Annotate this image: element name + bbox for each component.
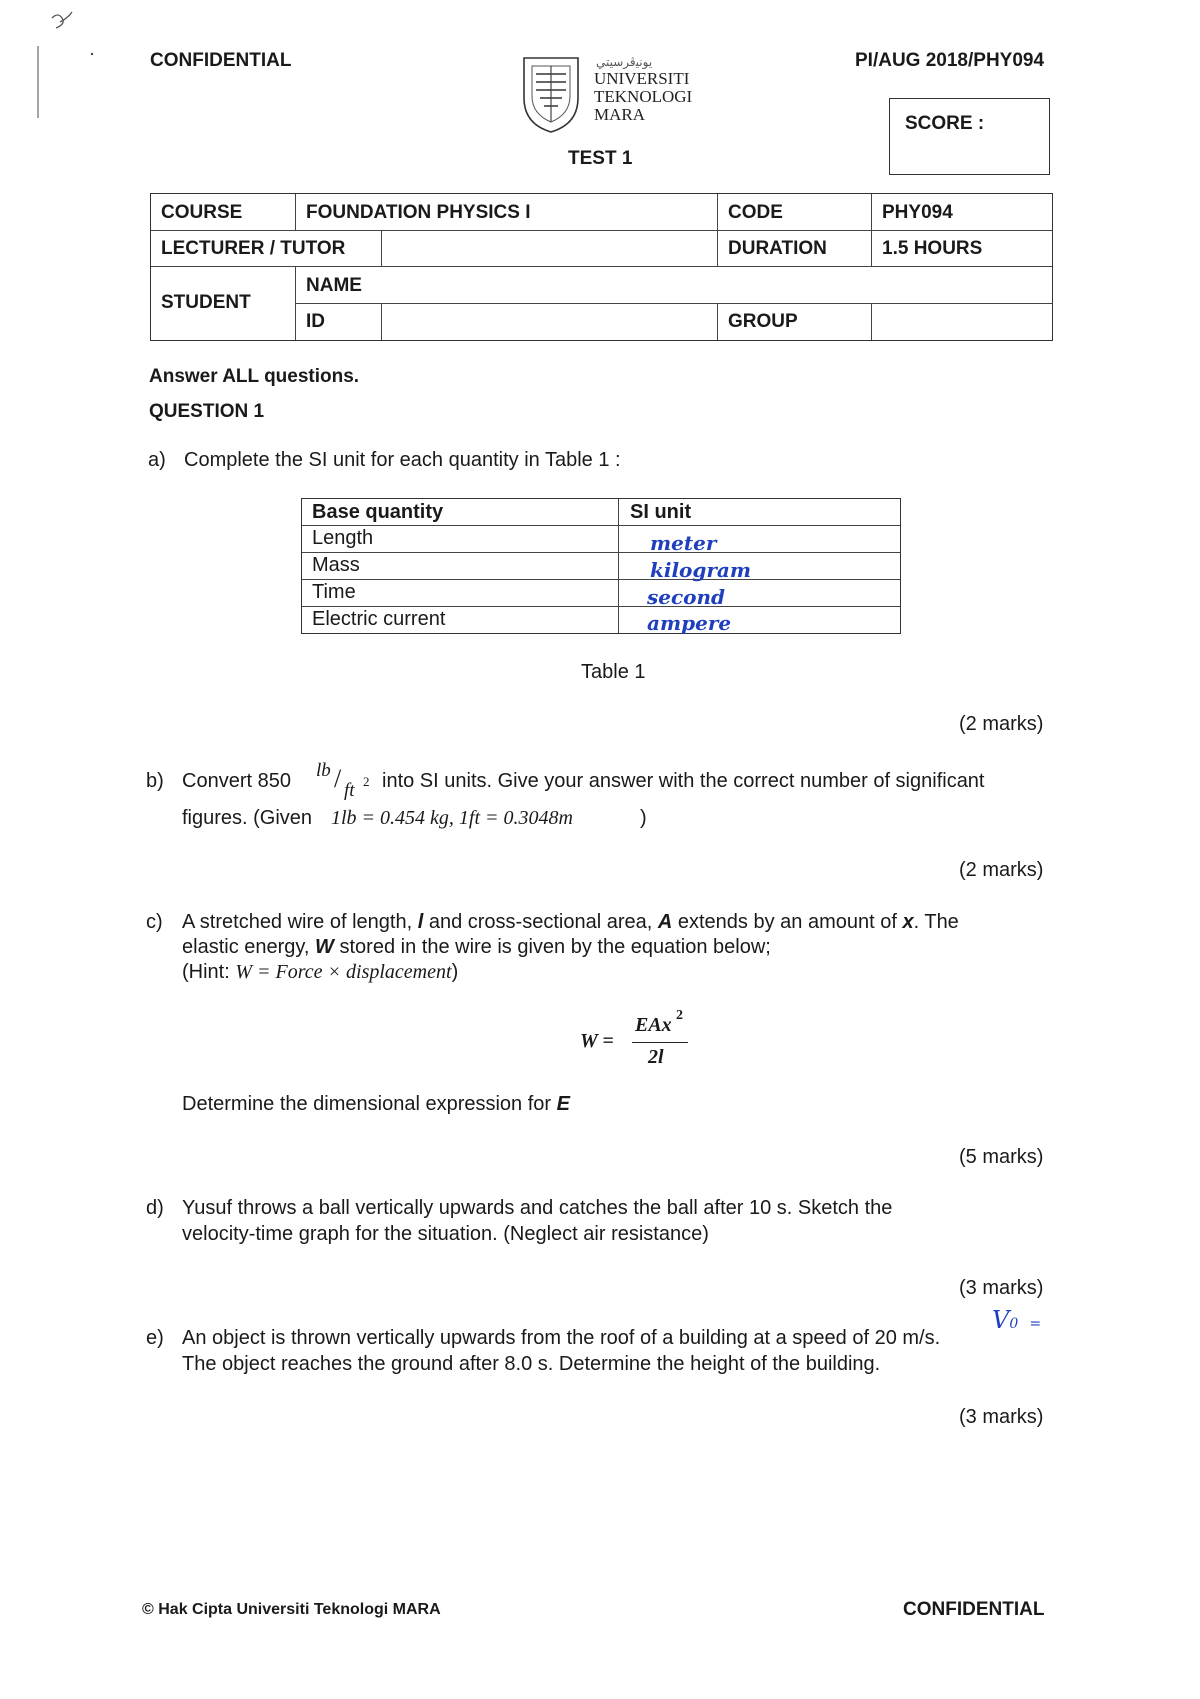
scan-marks [30,8,100,118]
id-label: ID [306,311,325,332]
part-d-line1: Yusuf throws a ball vertically upwards and catches the ball after 10 s. Sketch the [182,1197,893,1219]
table-cell-unit-answer: second [647,585,726,609]
table-cell-quantity: Length [312,527,374,549]
part-c-determine: Determine the dimensional expression for E [182,1093,570,1115]
logo-line-universiti: UNIVERSITI [594,69,690,88]
table-header-unit: SI unit [630,501,692,523]
table-cell-quantity: Time [312,581,356,603]
part-d-label: d) [146,1197,164,1219]
score-box[interactable] [889,98,1050,175]
part-a-label: a) [148,449,166,471]
table-cell-unit-answer: meter [650,531,717,555]
part-e-line1: An object is thrown vertically upwards from the roof of a building at a speed of 20 m/s. [182,1327,941,1349]
student-label: STUDENT [161,292,251,313]
si-unit-table [301,498,901,634]
fraction-bar [632,1042,688,1043]
course-info-table [150,193,1053,341]
equation-denominator: 2l [648,1046,664,1068]
part-b-label: b) [146,770,164,792]
unit-denominator-exponent: 2 [363,774,370,789]
duration-value: 1.5 HOURS [882,238,983,259]
part-c-label: c) [146,911,163,933]
table-cell-quantity: Mass [312,554,360,576]
logo-line-teknologi: TEKNOLOGI [594,87,693,106]
svg-text:ﻳﻮﻧﻴﭬﺮﺳﻴﺘﻲ: ﻳﻮﻧﻴﭬﺮﺳﻴﺘﻲ [596,55,653,69]
uitm-logo [520,52,720,134]
given-close: ) [640,807,647,829]
part-e-label: e) [146,1327,164,1349]
group-label: GROUP [728,311,798,332]
part-d-line2: velocity-time graph for the situation. (Neglect air resistance) [182,1223,709,1245]
table-cell-unit-answer: kilogram [650,558,752,582]
test-title: TEST 1 [568,148,633,169]
equation-numerator: EAx [635,1014,672,1036]
instructions: Answer ALL questions. [149,366,360,387]
unit-slash: / [334,764,342,793]
name-label: NAME [306,275,362,296]
question-title: QUESTION 1 [149,401,265,422]
given-conversion: 1lb = 0.454 kg, 1ft = 0.3048m [331,807,573,829]
lecturer-label: LECTURER / TUTOR [161,238,346,259]
code-label: CODE [728,202,783,223]
part-b-text: into SI units. Give your answer with the correct number of significant [382,770,985,792]
part-b-marks: (2 marks) [959,859,1044,881]
part-c-line1: A stretched wire of length, l and cross-sectional area, A extends by an amount of x. The [182,911,959,933]
course-value: FOUNDATION PHYSICS I [306,202,531,223]
part-d-marks: (3 marks) [959,1277,1044,1299]
table-caption: Table 1 [581,661,646,683]
part-a-text: Complete the SI unit for each quantity in Table 1 : [184,449,621,471]
v0-annotation: V0 = [992,1306,1042,1334]
header-confidential: CONFIDENTIAL [150,50,292,71]
code-value: PHY094 [882,202,953,223]
equation-numerator-exponent: 2 [676,1008,683,1023]
unit-numerator: lb [316,760,331,781]
logo-line-mara: MARA [594,105,646,124]
score-label: SCORE : [905,113,985,134]
unit-denominator: ft [344,780,355,801]
part-c-line2: elastic energy, W stored in the wire is given by the equation below; [182,936,771,958]
part-e-line2: The object reaches the ground after 8.0 s. Determine the height of the building. [182,1353,881,1375]
duration-label: DURATION [728,238,827,259]
footer-confidential: CONFIDENTIAL [903,1599,1045,1620]
table-cell-unit-answer: ampere [647,611,732,635]
part-e-marks: (3 marks) [959,1406,1044,1428]
footer-copyright: © Hak Cipta Universiti Teknologi MARA [142,1601,441,1618]
table-cell-quantity: Electric current [312,608,446,630]
table-header-quantity: Base quantity [312,501,444,523]
part-b-line2: figures. (Given [182,807,313,829]
part-c-marks: (5 marks) [959,1146,1044,1168]
equation-lhs: W = [580,1030,614,1052]
course-label: COURSE [161,202,243,223]
part-b-convert: Convert 850 [182,770,291,792]
part-a-marks: (2 marks) [959,713,1044,735]
exam-code-header: PI/AUG 2018/PHY094 [855,50,1045,71]
part-c-hint: (Hint: W = Force × displacement) [182,961,459,983]
